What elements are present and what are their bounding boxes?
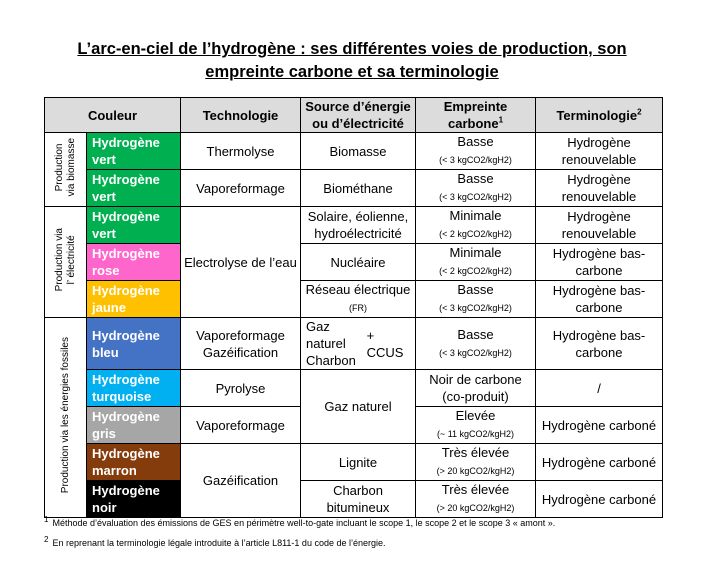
table-row: [45, 318, 663, 370]
terminologie-cell: Hydrogène renouvelable: [536, 133, 663, 170]
tech-cell: Vaporeformage Gazéification: [181, 318, 301, 370]
group-label-fossiles: Production via les énergies fossiles: [45, 318, 87, 518]
table-row: [45, 281, 663, 318]
header-terminologie: Terminologie$^2$: [536, 98, 663, 133]
terminologie-cell: Hydrogène renouvelable: [536, 207, 663, 244]
empreinte-cell: Basse (< 3 kgCO2/kgH2): [416, 318, 536, 370]
terminologie-cell: /: [536, 370, 663, 407]
color-cell-bleu: Hydrogène bleu: [87, 318, 181, 370]
source-cell: Nucléaire: [301, 244, 416, 281]
color-cell-turquoise: Hydrogène turquoise: [87, 370, 181, 407]
header-source: Source d’énergie ou d’électricité: [301, 98, 416, 133]
empreinte-cell: Elevée (~ 11 kgCO2/kgH2): [416, 407, 536, 444]
tech-cell: Vaporeformage: [181, 407, 301, 444]
table-row: [45, 481, 663, 518]
color-cell-vert: Hydrogène vert: [87, 170, 181, 207]
source-cell: Gaz naturel Charbon + CCUS: [301, 318, 416, 370]
color-cell-vert: Hydrogène vert: [87, 207, 181, 244]
empreinte-cell: Très élevée (> 20 kgCO2/kgH2): [416, 481, 536, 518]
terminologie-cell: Hydrogène carboné: [536, 481, 663, 518]
footnote-2: 2 En reprenant la terminologie légale introduite à l’article L811-1 du code de l’énergie.: [44, 535, 386, 548]
title-line-1: L’arc-en-ciel de l’hydrogène : ses différentes voies de production, son: [77, 40, 627, 58]
empreinte-cell: Basse (< 3 kgCO2/kgH2): [416, 170, 536, 207]
table-row: [45, 207, 663, 244]
group-label-biomasse: Production via biomasse: [45, 133, 87, 207]
empreinte-cell: Basse (< 3 kgCO2/kgH2): [416, 281, 536, 318]
empreinte-cell: Minimale (< 2 kgCO2/kgH2): [416, 244, 536, 281]
table-row: [45, 170, 663, 207]
tech-cell: Gazéification: [181, 444, 301, 518]
color-cell-gris: Hydrogène gris: [87, 407, 181, 444]
header-empreinte: Empreinte carbone$^1$: [416, 98, 536, 133]
terminologie-cell: Hydrogène bas-carbone: [536, 318, 663, 370]
color-cell-noir: Hydrogène noir: [87, 481, 181, 518]
group-label-electricite: Production via l’ électricité: [45, 207, 87, 318]
header-couleur: Couleur: [45, 98, 181, 133]
footnote-1: 1 Méthode d’évaluation des émissions de GES en périmètre well-to-gate incluant le scope 1, le scope 2 et le scope 3 « amont ».: [44, 515, 556, 528]
color-cell-vert: Hydrogène vert: [87, 133, 181, 170]
hydrogen-rainbow-table: [44, 97, 663, 518]
tech-cell: Pyrolyse: [181, 370, 301, 407]
color-cell-marron: Hydrogène marron: [87, 444, 181, 481]
empreinte-cell: Minimale (< 2 kgCO2/kgH2): [416, 207, 536, 244]
empreinte-cell: Très élevée (> 20 kgCO2/kgH2): [416, 444, 536, 481]
terminologie-cell: Hydrogène bas-carbone: [536, 281, 663, 318]
terminologie-cell: Hydrogène carboné: [536, 444, 663, 481]
source-cell: Charbon bitumineux: [301, 481, 416, 518]
empreinte-cell: Basse (< 3 kgCO2/kgH2): [416, 133, 536, 170]
source-cell: Biométhane: [301, 170, 416, 207]
table-row: [45, 133, 663, 170]
source-cell: Biomasse: [301, 133, 416, 170]
color-cell-rose: Hydrogène rose: [87, 244, 181, 281]
header-row: [45, 98, 663, 133]
terminologie-cell: Hydrogène carboné: [536, 407, 663, 444]
source-cell: Réseau électrique (FR): [301, 281, 416, 318]
source-cell: Gaz naturel: [301, 370, 416, 444]
tech-cell: Thermolyse: [181, 133, 301, 170]
table-row: [45, 444, 663, 481]
tech-cell: Vaporeformage: [181, 170, 301, 207]
header-technologie: Technologie: [181, 98, 301, 133]
page-title: [0, 38, 704, 84]
empreinte-cell: Noir de carbone (co-produit): [416, 370, 536, 407]
title-line-2: empreinte carbone et sa terminologie: [205, 63, 499, 81]
tech-cell: Electrolyse de l’eau: [181, 207, 301, 318]
color-cell-jaune: Hydrogène jaune: [87, 281, 181, 318]
source-cell: Solaire, éolienne, hydroélectricité: [301, 207, 416, 244]
table-row: [45, 244, 663, 281]
source-cell: Lignite: [301, 444, 416, 481]
terminologie-cell: Hydrogène bas-carbone: [536, 244, 663, 281]
table-row: [45, 370, 663, 407]
terminologie-cell: Hydrogène renouvelable: [536, 170, 663, 207]
